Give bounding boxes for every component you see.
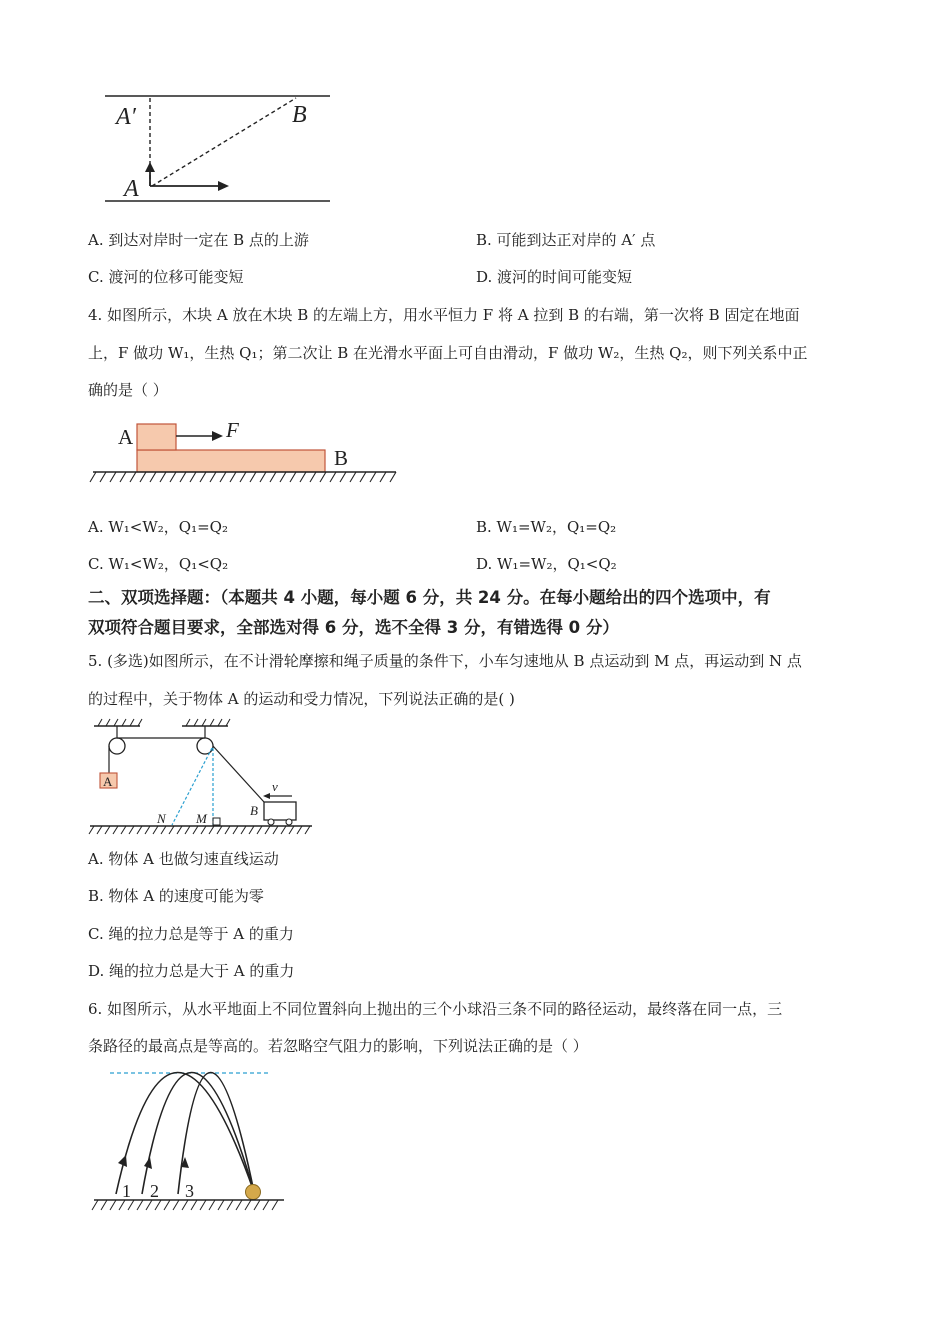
section2-heading-line1: 二、双项选择题：（本题共 4 小题，每小题 6 分，共 24 分。在每小题给出的四个选项中，有 (88, 588, 771, 607)
label-mass-a: A (103, 774, 113, 789)
q5-option-c[interactable]: C. 绳的拉力总是等于 A 的重力 (88, 925, 294, 943)
label-path-3: 3 (185, 1181, 194, 1201)
label-a-prime: A′ (116, 104, 136, 130)
velocity-up-arrowhead (145, 162, 155, 172)
pulley-right (197, 738, 213, 754)
path-3 (178, 1072, 254, 1194)
label-b: B (292, 102, 307, 128)
pulley-left (109, 738, 125, 754)
dashed-a-to-b (152, 98, 296, 186)
label-b: B (250, 803, 258, 818)
q5-option-a[interactable]: A. 物体 A 也做匀速直线运动 (88, 850, 279, 868)
q6-stem-line2: 条路径的最高点是等高的。若忽略空气阻力的影响，下列说法正确的是（ ） (88, 1037, 588, 1055)
q5-stem-line1: 5. (多选)如图所示，在不计滑轮摩擦和绳子质量的条件下，小车匀速地从 B 点运动到 M 点，再运动到 N 点 (88, 652, 802, 670)
block-b (137, 450, 325, 472)
q3-option-b[interactable]: B. 可能到达正对岸的 A′ 点 (476, 231, 656, 249)
q4-stem-line1: 4. 如图所示，木块 A 放在木块 B 的左端上方，用水平恒力 F 将 A 拉到 B 的右端，第一次将 B 固定在地面 (88, 306, 800, 324)
q4-option-d[interactable]: D. W₁=W₂，Q₁<Q₂ (476, 555, 617, 573)
label-n: N (157, 811, 166, 826)
block-a (137, 424, 176, 450)
label-a: A (124, 176, 139, 202)
path-1 (116, 1072, 254, 1194)
label-path-2: 2 (150, 1181, 159, 1201)
force-f-arrowhead (212, 431, 223, 441)
cart-wheel-left (268, 819, 274, 825)
ground-hatching (89, 826, 310, 834)
pulley-figure (88, 718, 318, 840)
q3-option-a[interactable]: A. 到达对岸时一定在 B 点的上游 (88, 231, 309, 249)
river-crossing-figure (100, 88, 340, 210)
path-2 (142, 1072, 254, 1194)
label-force-f: F (226, 418, 239, 442)
section2-heading-line2: 双项符合题目要求，全部选对得 6 分，选不全得 3 分，有错选得 0 分） (88, 618, 619, 637)
label-block-a: A (118, 425, 134, 449)
label-v: v (272, 779, 278, 794)
water-flow-arrowhead (218, 181, 229, 191)
right-angle-mark (213, 818, 220, 825)
q5-option-d[interactable]: D. 绳的拉力总是大于 A 的重力 (88, 962, 295, 980)
q4-option-b[interactable]: B. W₁=W₂，Q₁=Q₂ (476, 518, 617, 536)
q5-stem-line2: 的过程中，关于物体 A 的运动和受力情况，下列说法正确的是( ) (88, 690, 515, 708)
cart-body (264, 802, 296, 820)
q3-option-c[interactable]: C. 渡河的位移可能变短 (88, 268, 244, 286)
q4-option-c[interactable]: C. W₁<W₂，Q₁<Q₂ (88, 555, 229, 573)
q4-stem-line2: 上，F 做功 W₁，生热 Q₁；第二次让 B 在光滑水平面上可自由滑动，F 做功 W₂，生热 Q₂，则下列关系中正 (88, 344, 808, 362)
q5-option-b[interactable]: B. 物体 A 的速度可能为零 (88, 887, 264, 905)
q4-option-a[interactable]: A. W₁<W₂，Q₁=Q₂ (88, 518, 228, 536)
landing-ball (246, 1185, 261, 1200)
projectile-paths-figure (88, 1064, 298, 1218)
cart-wheel-right (286, 819, 292, 825)
label-block-b: B (334, 446, 349, 470)
ground-hatching (92, 1200, 278, 1210)
blocks-figure (88, 413, 408, 488)
label-m: M (196, 811, 207, 826)
path-2-arrowhead (144, 1157, 152, 1169)
rope-to-cart (213, 746, 264, 802)
velocity-arrowhead (263, 793, 270, 799)
label-path-1: 1 (122, 1181, 131, 1201)
q3-option-d[interactable]: D. 渡河的时间可能变短 (476, 268, 633, 286)
q6-stem-line1: 6. 如图所示，从水平地面上不同位置斜向上抛出的三个小球沿三条不同的路径运动，最终落在同一点，三 (88, 1000, 783, 1018)
ground-hatching (90, 472, 396, 482)
q4-stem-line3: 确的是（ ） (88, 381, 168, 399)
